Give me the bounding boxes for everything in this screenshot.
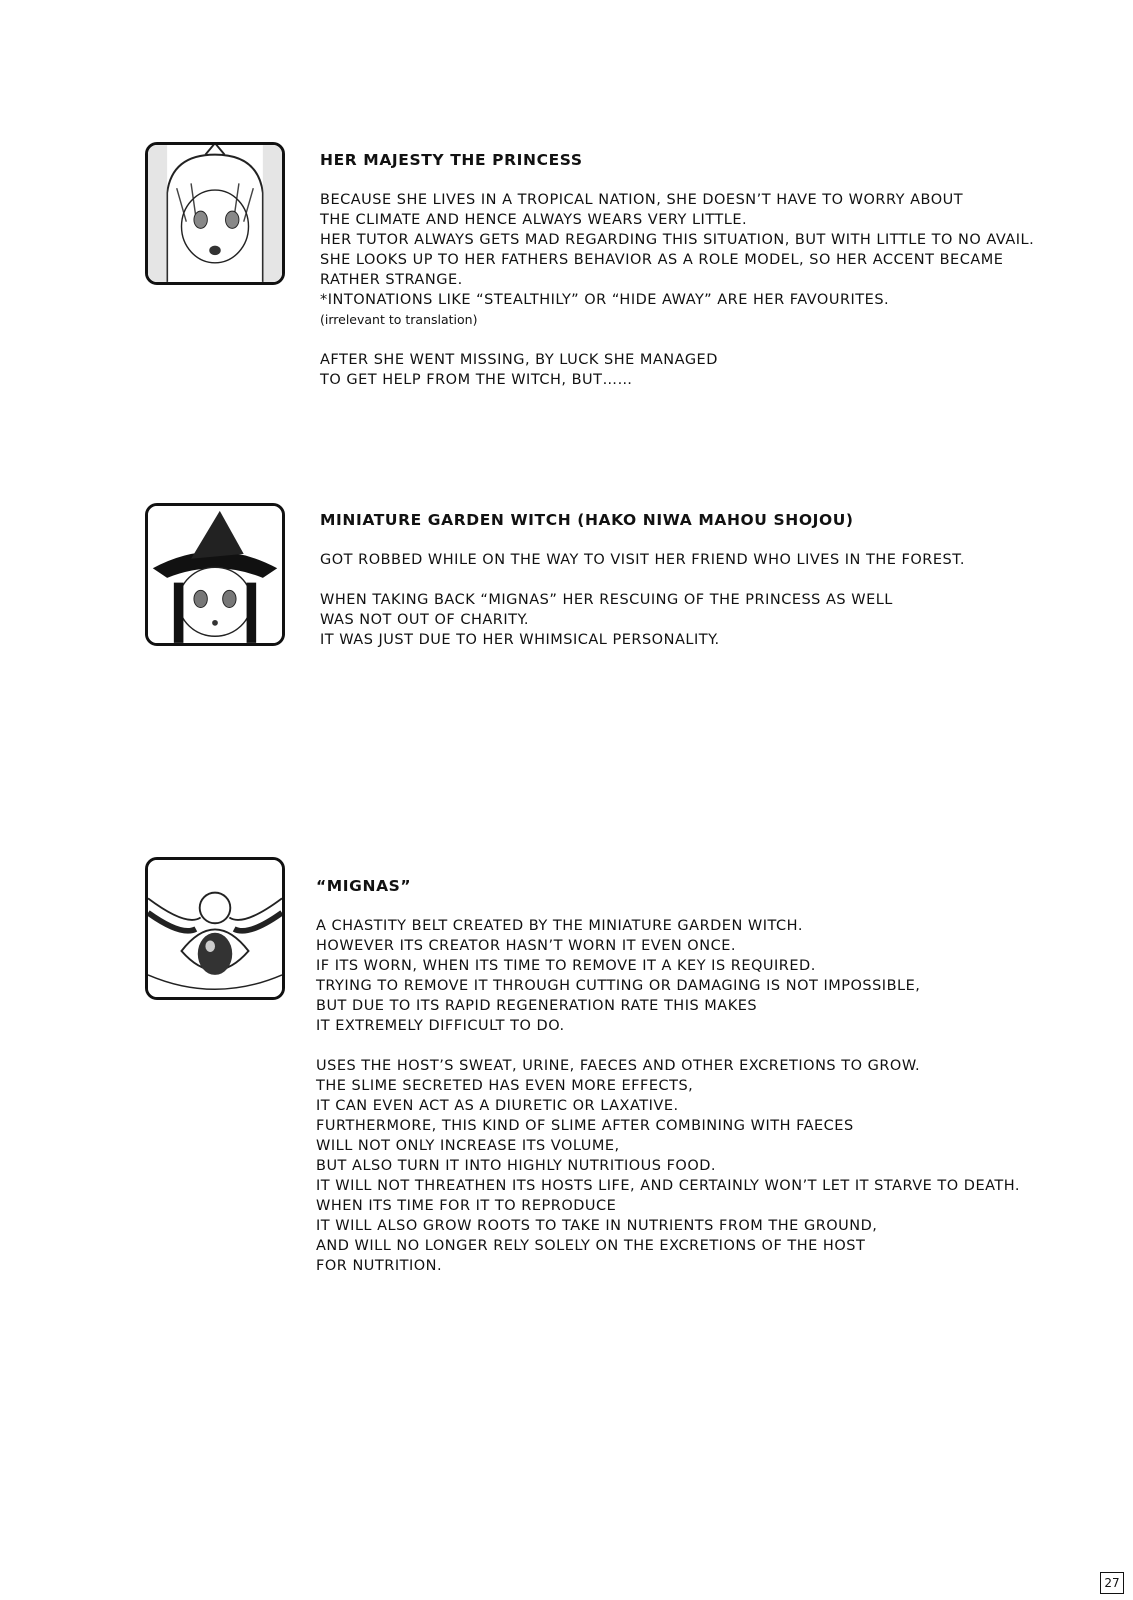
- text-line: TO GET HELP FROM THE WITCH, BUT……: [320, 372, 633, 388]
- mignas-portrait: [145, 857, 285, 1000]
- text-line: IT CAN EVEN ACT AS A DIURETIC OR LAXATIVE.: [316, 1098, 679, 1114]
- text-line: WAS NOT OUT OF CHARITY.: [320, 612, 530, 628]
- text-line: AFTER SHE WENT MISSING, BY LUCK SHE MANAGED: [320, 352, 718, 368]
- text-line: WHEN TAKING BACK “MIGNAS” HER RESCUING OF THE PRINCESS AS WELL: [320, 592, 893, 608]
- text-line: THE CLIMATE AND HENCE ALWAYS WEARS VERY LITTLE.: [320, 212, 748, 228]
- text-line: TRYING TO REMOVE IT THROUGH CUTTING OR DAMAGING IS NOT IMPOSSIBLE,: [316, 978, 921, 994]
- text-line: SHE LOOKS UP TO HER FATHERS BEHAVIOR AS A ROLE MODEL, SO HER ACCENT BECAME: [320, 252, 1004, 268]
- text-line: BECAUSE SHE LIVES IN A TROPICAL NATION, SHE DOESN’T HAVE TO WORRY ABOUT: [320, 192, 964, 208]
- text-line: *INTONATIONS LIKE “STEALTHILY” OR “HIDE AWAY” ARE HER FAVOURITES.: [320, 292, 890, 308]
- princess-entry: [320, 150, 1110, 390]
- text-line: USES THE HOST’S SWEAT, URINE, FAECES AND OTHER EXCRETIONS TO GROW.: [316, 1058, 921, 1074]
- section-title-mignas: “MIGNAS”: [316, 877, 412, 895]
- text-line: IT WAS JUST DUE TO HER WHIMSICAL PERSONALITY.: [320, 632, 720, 648]
- section-title-princess: HER MAJESTY THE PRINCESS: [320, 151, 583, 169]
- text-line: IT WILL ALSO GROW ROOTS TO TAKE IN NUTRIENTS FROM THE GROUND,: [316, 1218, 878, 1234]
- text-line: A CHASTITY BELT CREATED BY THE MINIATURE GARDEN WITCH.: [316, 918, 803, 934]
- princess-portrait: [145, 142, 285, 285]
- text-line: HOWEVER ITS CREATOR HASN’T WORN IT EVEN ONCE.: [316, 938, 736, 954]
- witch-portrait: [145, 503, 285, 646]
- text-line: FURTHERMORE, THIS KIND OF SLIME AFTER COMBINING WITH FAECES: [316, 1118, 854, 1134]
- text-line: BUT DUE TO ITS RAPID REGENERATION RATE THIS MAKES: [316, 998, 758, 1014]
- text-line: AND WILL NO LONGER RELY SOLELY ON THE EXCRETIONS OF THE HOST: [316, 1238, 866, 1254]
- text-line: IF ITS WORN, WHEN ITS TIME TO REMOVE IT A KEY IS REQUIRED.: [316, 958, 816, 974]
- section-title-witch: MINIATURE GARDEN WITCH (HAKO NIWA MAHOU SHOJOU): [320, 511, 854, 529]
- page-number: 27: [1100, 1572, 1124, 1594]
- text-line: RATHER STRANGE.: [320, 272, 463, 288]
- text-line: HER TUTOR ALWAYS GETS MAD REGARDING THIS SITUATION, BUT WITH LITTLE TO NO AVAIL.: [320, 232, 1035, 248]
- text-line: IT EXTREMELY DIFFICULT TO DO.: [316, 1018, 565, 1034]
- text-line: THE SLIME SECRETED HAS EVEN MORE EFFECTS,: [316, 1078, 694, 1094]
- text-line: GOT ROBBED WHILE ON THE WAY TO VISIT HER FRIEND WHO LIVES IN THE FOREST.: [320, 552, 965, 568]
- translation-note: (irrelevant to translation): [320, 312, 478, 327]
- text-line: IT WILL NOT THREATHEN ITS HOSTS LIFE, AND CERTAINLY WON’T LET IT STARVE TO DEATH.: [316, 1178, 1021, 1194]
- text-line: WILL NOT ONLY INCREASE ITS VOLUME,: [316, 1138, 620, 1154]
- text-line: WHEN ITS TIME FOR IT TO REPRODUCE: [316, 1198, 617, 1214]
- mignas-entry: [316, 876, 1106, 1276]
- witch-entry: [320, 510, 1110, 650]
- text-line: FOR NUTRITION.: [316, 1258, 443, 1274]
- text-line: BUT ALSO TURN IT INTO HIGHLY NUTRITIOUS FOOD.: [316, 1158, 717, 1174]
